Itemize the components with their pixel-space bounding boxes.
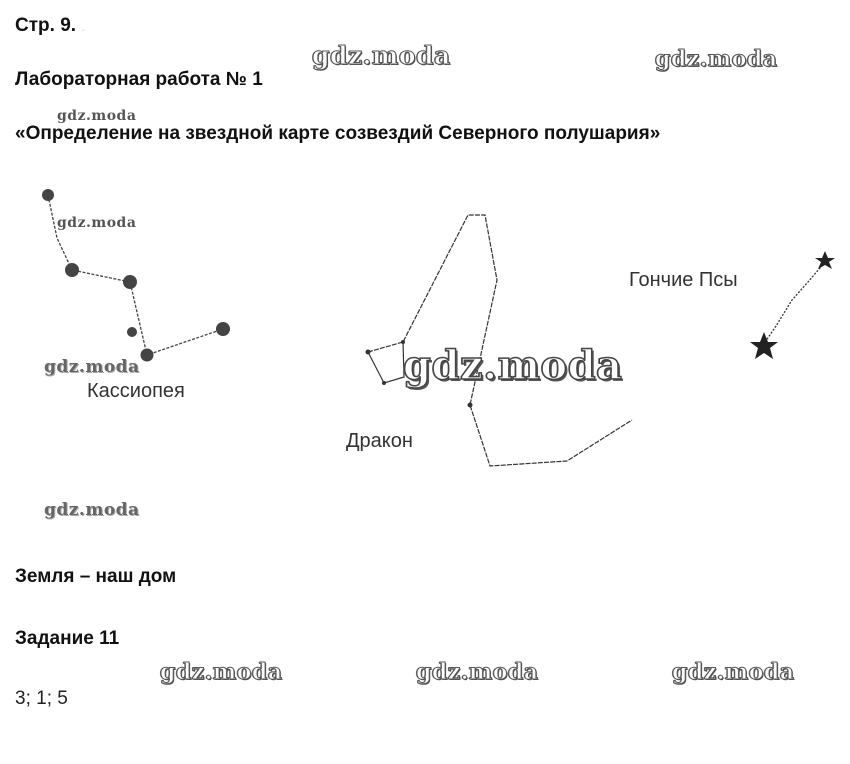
canes-venatici-stars: [750, 251, 835, 359]
watermark: gdz.moda: [160, 659, 283, 685]
watermark: gdz.moda: [312, 41, 451, 70]
cassiopeia-star: [216, 322, 230, 336]
task-title: Задание 11: [15, 628, 120, 649]
lab-subtitle: «Определение на звездной карте созвездий Северного полушария»: [15, 123, 661, 144]
watermark: gdz.moda: [44, 500, 140, 520]
cassiopeia-star: [127, 327, 137, 337]
cassiopeia-star: [42, 189, 54, 201]
canes-venatici-figure: [763, 262, 825, 345]
watermark: gdz.moda: [44, 357, 140, 377]
watermark: gdz.moda: [57, 215, 137, 231]
watermark: gdz.moda: [403, 342, 623, 389]
cassiopeia-star: [65, 263, 79, 277]
cassiopeia-label: Кассиопея: [87, 380, 185, 402]
star-icon: [815, 251, 835, 269]
page-label: Стр. 9. .: [15, 15, 85, 36]
draco-star: [468, 403, 473, 408]
section-title: Земля – наш дом: [15, 566, 177, 587]
watermark: gdz.moda: [57, 108, 137, 124]
task-answer: 3; 1; 5: [15, 688, 68, 709]
decorative-dot: .: [81, 20, 85, 34]
cassiopeia-star: [141, 349, 154, 362]
draco-star: [366, 350, 371, 355]
star-icon: [750, 332, 778, 359]
draco-figure: [368, 215, 632, 466]
lab-title: Лабораторная работа № 1: [15, 69, 263, 90]
watermark: gdz.moda: [655, 46, 778, 72]
watermark: gdz.moda: [672, 659, 795, 685]
draco-label: Дракон: [346, 430, 413, 452]
canes-venatici-label: Гончие Псы: [629, 269, 738, 291]
draco-star: [382, 381, 386, 385]
cassiopeia-star: [123, 275, 137, 289]
watermark: gdz.moda: [416, 659, 539, 685]
